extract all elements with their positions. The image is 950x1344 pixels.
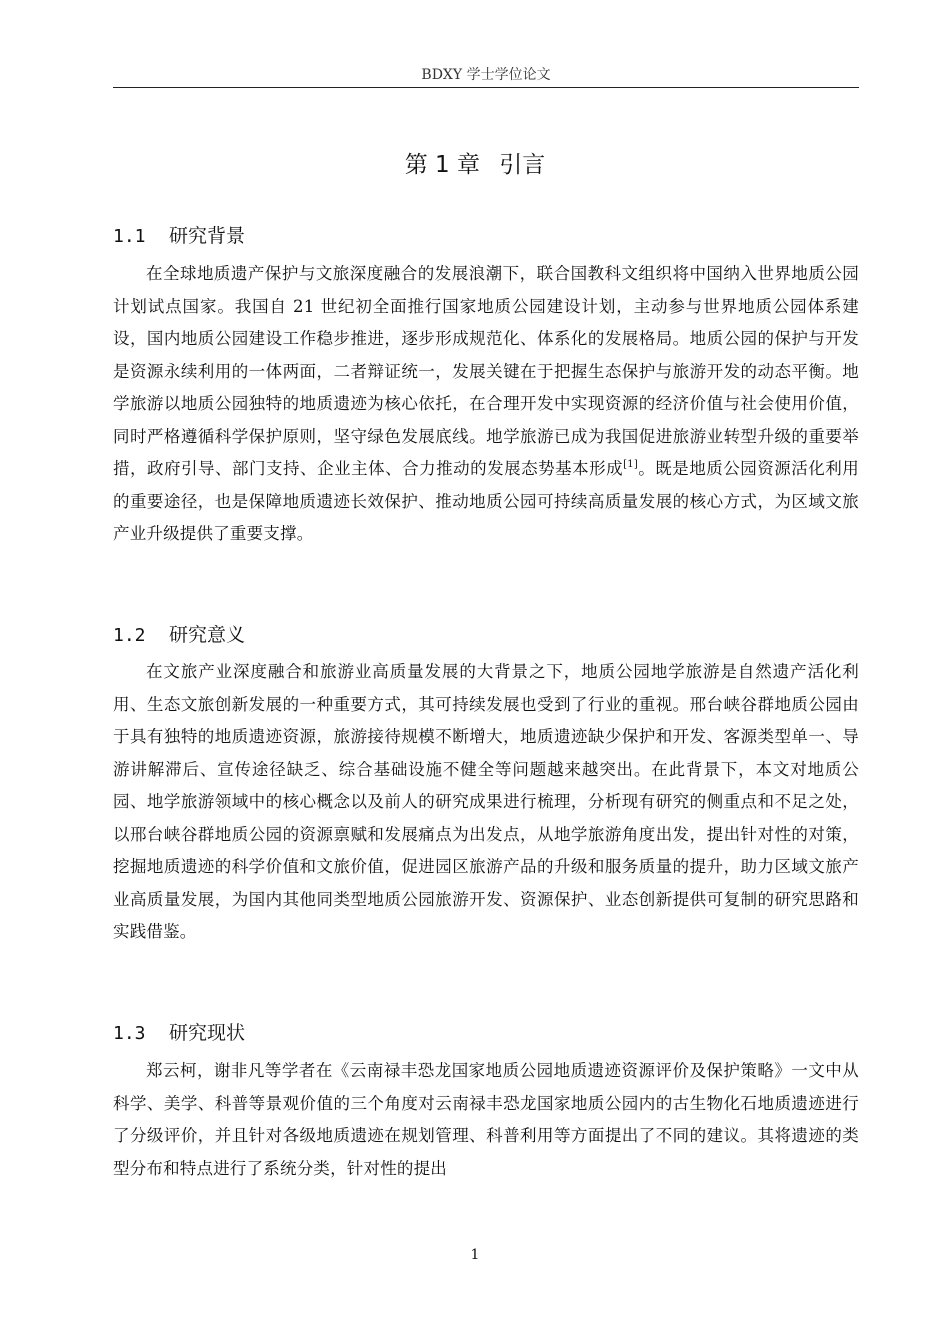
chapter-heading (0, 146, 950, 179)
section-title: 研究意义 (169, 624, 246, 646)
chapter-number: 第 1 章 (404, 152, 480, 178)
page-number: 1 (470, 1247, 480, 1263)
running-header: BDXY 学士学位论文 (421, 67, 551, 83)
section-title: 研究背景 (169, 225, 246, 247)
section-heading-1-2 (113, 620, 245, 647)
section-title: 研究现状 (169, 1022, 246, 1044)
header-rule (113, 87, 859, 88)
paragraph-background (113, 258, 859, 551)
paragraph-significance: 在文旅产业深度融合和旅游业高质量发展的大背景之下，地质公园地学旅游是自然遗产活化利用、生态文旅创新发展的一种重要方式，其可持续发展也受到了行业的重视。邢台峡谷群地质公园由于具有独特的地质遗迹资源，旅游接待规模不断增大，地质遗迹缺少保护和开发、客源类型单一、导游讲解滞后、宣传途径缺乏、综合基础设施不健全等问题越来越突出。在此背景下，本文对地质公园、地学旅游领域中的核心概念以及前人的研究成果进行梳理，分析现有研究的侧重点和不足之处，以邢台峡谷群地质公园的资源禀赋和发展痛点为出发点，从地学旅游角度出发，提出针对性的对策，挖掘地质遗迹的科学价值和文旅价值，促进园区旅游产品的升级和服务质量的提升，助力区域文旅产业高质量发展，为国内其他同类型地质公园旅游开发、资源保护、业态创新提供可复制的研究思路和实践借鉴。 (113, 662, 859, 941)
section-number: 1.2 (113, 625, 146, 646)
chapter-title: 引言 (499, 152, 546, 178)
paragraph-text: 在全球地质遗产保护与文旅深度融合的发展浪潮下，联合国教科文组织将中国纳入世界地质公园计划试点国家。我国自 21 世纪初全面推行国家地质公园建设计划，主动参与世界地质公园体系建设，国内地质公园建设工作稳步推进，逐步形成规范化、体系化的发展格局。地质公园的保护与开发是资源永续利用的一体两面，二者辩证统一，发展关键在于把握生态保护与旅游开发的动态平衡。地学旅游以地质公园独特的地质遗迹为核心依托，在合理开发中实现资源的经济价值与社会使用价值，同时严格遵循科学保护原则，坚守绿色发展底线。地学旅游已成为我国促进旅游业转型升级的重要举措，政府引导、部门支持、企业主体、合力推动的发展态势基本形成 (113, 264, 859, 478)
section-heading-1-3 (113, 1018, 245, 1045)
paragraph-status: 郑云柯，谢非凡等学者在《云南禄丰恐龙国家地质公园地质遗迹资源评价及保护策略》一文中从科学、美学、科普等景观价值的三个角度对云南禄丰恐龙国家地质公园内的古生物化石地质遗迹进行了分级评价，并且针对各级地质遗迹在规划管理、科普利用等方面提出了不同的建议。其将遗迹的类型分布和特点进行了系统分类，针对性的提出 (113, 1061, 859, 1178)
section-heading-1-1 (113, 221, 245, 248)
section-number: 1.1 (113, 226, 146, 247)
section-number: 1.3 (113, 1023, 146, 1044)
citation-ref[interactable]: [1] (623, 459, 638, 470)
paragraph-text: 。既是地质公园资源活化利用的重要途径，也是保障地质遗迹长效保护、推动地质公园可持续高质量发展的核心方式，为区域文旅产业升级提供了重要支撑。 (113, 459, 860, 543)
